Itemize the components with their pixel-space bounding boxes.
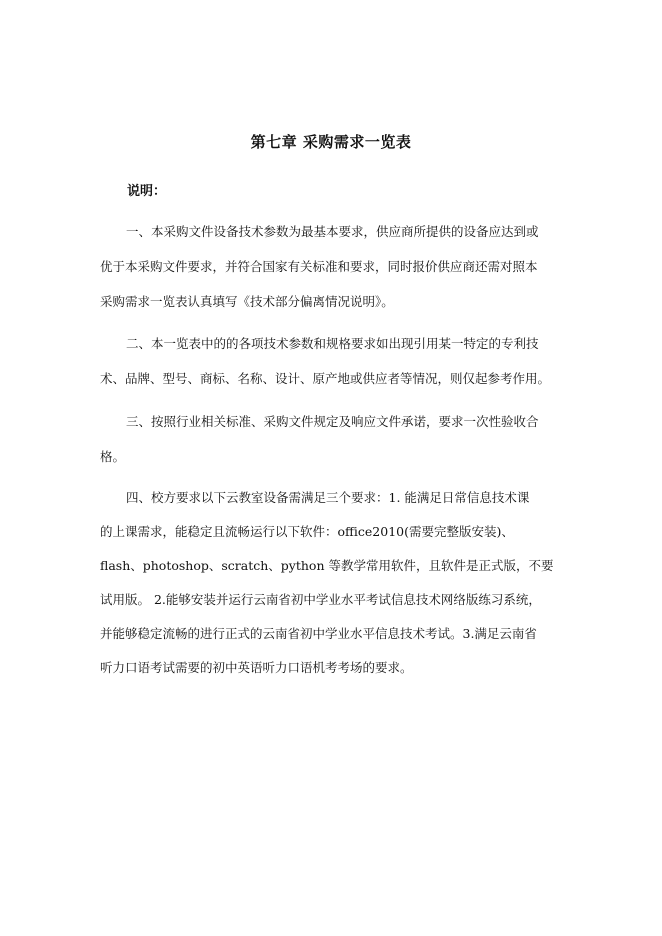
paragraph-2-line-2: 术、品牌、型号、商标、名称、设计、原产地或供应者等情况，则仅起参考作用。 [100,371,551,386]
note-label: 说明： [127,184,167,199]
paragraph-1-line-1: 一、本采购文件设备技术参数为最基本要求，供应商所提供的设备应达到或 [126,224,539,239]
paragraph-2-line-1: 二、本一览表中的的各项技术参数和规格要求如出现引用某一特定的专利技 [126,336,539,351]
paragraph-3-line-2: 格。 [100,449,126,464]
chapter-title: 第七章 采购需求一览表 [250,133,412,151]
paragraph-3-line-1: 三、按照行业相关标准、采购文件规定及响应文件承诺，要求一次性验收合 [126,414,539,429]
paragraph-4-line-4: 试用版。 2.能够安装并运行云南省初中学业水平考试信息技术网络版练习系统， [100,592,541,607]
paragraph-4-line-6: 听力口语考试需要的初中英语听力口语机考考场的要求。 [100,660,413,675]
paragraph-4-line-5: 并能够稳定流畅的进行正式的云南省初中学业水平信息技术考试。3.满足云南省 [100,626,537,641]
paragraph-1-line-3: 采购需求一览表认真填写《技术部分偏离情况说明》。 [100,294,394,309]
paragraph-1-line-2: 优于本采购文件要求，并符合国家有关标准和要求，同时报价供应商还需对照本 [100,259,538,274]
paragraph-4-line-2: 的上课需求，能稳定且流畅运行以下软件：office2010(需要完整版安装)、 [100,524,514,539]
paragraph-4-line-3: flash、photoshop、scratch、python 等教学常用软件，且软件是正式版，不要 [100,558,554,573]
paragraph-4-line-1: 四、校方要求以下云教室设备需满足三个要求：1. 能满足日常信息技术课 [126,490,530,505]
